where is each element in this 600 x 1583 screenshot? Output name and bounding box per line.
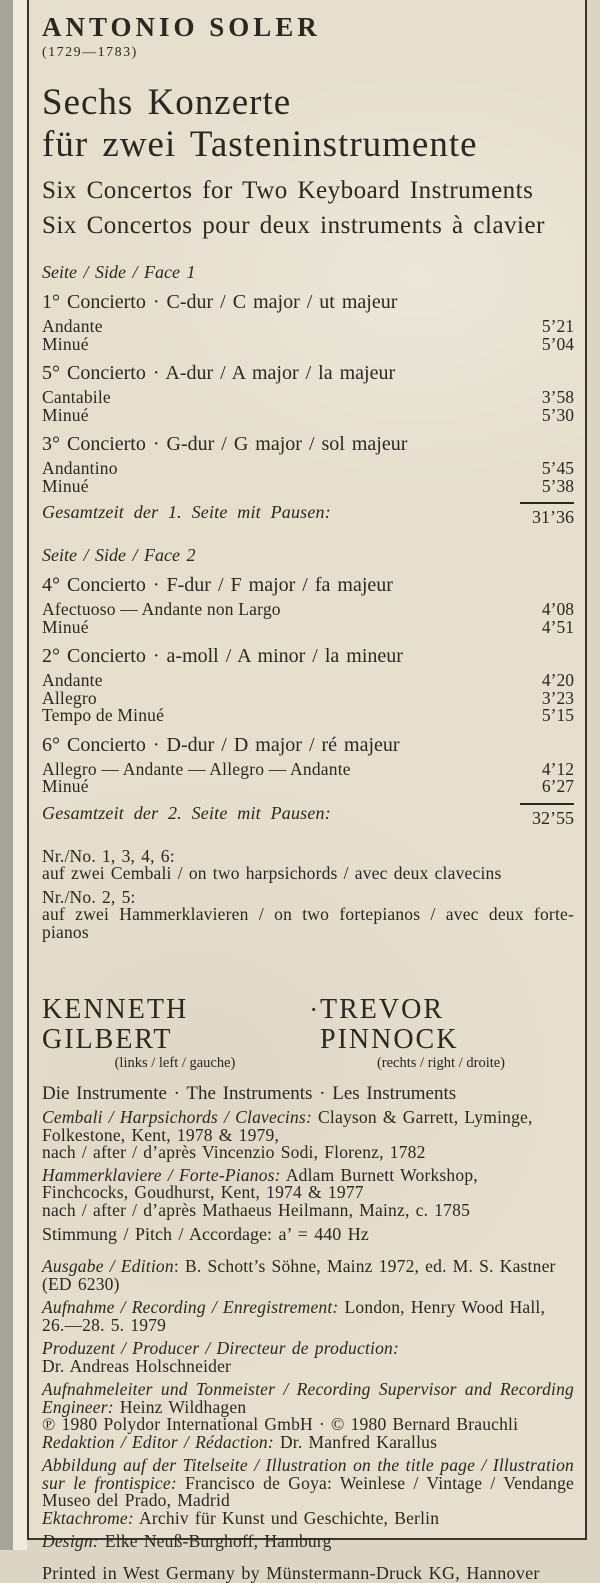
performer-position-2: (rechts / right / droite) (376, 1055, 506, 1071)
movement-row (42, 707, 574, 725)
movement-row (42, 616, 574, 637)
movement-time: 5’21 (541, 316, 574, 336)
album-title-de-line2: für zwei Tasteninstrumente (42, 124, 478, 165)
text-segment: Elke Neuß-Burghoff, Hamburg (98, 1531, 332, 1551)
movement-time: 4’20 (541, 670, 574, 690)
movement-row (42, 475, 574, 496)
movement-name: Allegro (42, 687, 97, 708)
movement-name: Minué (42, 776, 89, 796)
movement-name: Andante (42, 316, 103, 336)
credit-entry (42, 1431, 574, 1452)
credit-entry-line (42, 1533, 574, 1551)
label-italic: Design: (42, 1531, 99, 1551)
text-segment: Museo del Prado, Madrid (42, 1490, 230, 1510)
instrument-entry-line (42, 1144, 574, 1162)
instrumentation-note-line (42, 865, 574, 883)
movement-time: 4’51 (541, 616, 574, 637)
text-segment: Dr. Andreas Holschneider (42, 1355, 232, 1376)
instrument-entry (42, 1109, 574, 1162)
album-title-fr: Six Concertos pour deux instruments à clavier (42, 212, 545, 239)
text-segment: auf zwei Hammerklavieren / on two fortepianos / avec deux forte- (42, 904, 574, 924)
name-separator-dot: · (309, 995, 320, 1024)
instrument-entries (42, 1109, 574, 1219)
pitch-line: Stimmung / Pitch / Accordage: a’ = 440 Hz (42, 1224, 369, 1244)
text-segment: 26.—28. 5. 1979 (42, 1314, 167, 1335)
movement-row (42, 778, 574, 796)
label-italic: Aufnahme / Recording / Enregistrement: (42, 1297, 339, 1317)
text-segment: nach / after / d’après Mathaeus Heilmann, Mainz, c. 1785 (42, 1199, 471, 1220)
concerto-title: 2° Concierto · a-moll / A minor / la mineur (42, 645, 403, 667)
movement-time: 5’30 (541, 404, 574, 425)
credit-entry (42, 1381, 574, 1416)
text-segment: Folkestone, Kent, 1978 & 1979, (42, 1124, 280, 1145)
text-segment: pianos (42, 921, 89, 942)
cover-frame (27, 0, 587, 1583)
label-italic: Produzent / Producer / Directeur de production: (42, 1338, 399, 1358)
movement-name: Minué (42, 404, 89, 425)
label-italic: Redaktion / Editor / Rédaction: (42, 1431, 274, 1452)
concerto-entry (42, 433, 574, 495)
composer-dates: (1729—1783) (42, 45, 138, 60)
performer-name-1: KENNETH GILBERT (42, 994, 189, 1055)
text-segment: Nr./No. 2, 5: (42, 886, 136, 907)
movement-time: 5’45 (541, 458, 574, 478)
movement-list (42, 460, 574, 495)
movement-list (42, 389, 574, 424)
credit-entry (42, 1340, 574, 1375)
printed-line: Printed in West Germany by Münstermann-Druck KG, Hannover (42, 1562, 540, 1583)
movement-name: Minué (42, 475, 89, 496)
text-segment: Clayson & Garrett, Lyminge, (311, 1107, 533, 1127)
side-total-label: Gesamtzeit der 1. Seite mit Pausen: (42, 502, 331, 522)
text-segment: (ED 6230) (42, 1273, 120, 1294)
text-segment: Finchcocks, Goudhurst, Kent, 1974 & 1977 (42, 1182, 364, 1202)
concerto-entry (42, 291, 574, 353)
concerto-entry (42, 362, 574, 424)
concerto-title: 5° Concierto · A-dur / A major / la majeur (42, 362, 396, 384)
movement-time: 4’12 (541, 758, 574, 779)
movement-name: Andantino (42, 458, 118, 478)
text-segment: Francisco de Goya: Weinlese / Vintage / Vendange (176, 1472, 574, 1493)
movement-row (42, 672, 574, 690)
performer-name-2: TREVOR PINNOCK (320, 994, 459, 1055)
text-segment: Heinz Wildhagen (113, 1396, 247, 1417)
movement-list (42, 601, 574, 636)
instrumentation-note (42, 845, 574, 883)
scan-edge-strip (0, 0, 13, 1550)
text-segment: auf zwei Cembali / on two harpsichords / avec deux clavecins (42, 863, 502, 883)
movement-list (42, 672, 574, 725)
text-segment: Archiv für Kunst und Geschichte, Berlin (133, 1507, 440, 1528)
performer-position-1: (links / left / gauche) (114, 1055, 236, 1071)
movement-time: 3’58 (541, 387, 574, 407)
side-1 (42, 262, 574, 527)
text-segment: nach / after / d’après Vincenzio Sodi, Florenz, 1782 (42, 1142, 426, 1162)
movement-time: 6’27 (541, 776, 574, 796)
album-title-en: Six Concertos for Two Keyboard Instruments (42, 177, 534, 204)
cover-content (29, 0, 585, 1583)
concerto-title: 6° Concierto · D-dur / D major / ré majeur (42, 733, 400, 756)
label-italic: Hammerklaviere / Forte-Pianos: (42, 1164, 281, 1185)
text-segment: ℗ 1980 Polydor International GmbH · © 1980 Bernard Brauchli (42, 1414, 519, 1434)
credit-entry (42, 1507, 574, 1528)
side-2 (42, 545, 574, 828)
performer-positions (42, 1055, 574, 1071)
movement-name: Minué (42, 333, 89, 354)
movement-name: Cantabile (42, 387, 111, 407)
instrumentation-note-line (42, 906, 574, 924)
concerto-entry (42, 574, 574, 636)
movement-row (42, 333, 574, 354)
concerto-title: 1° Concierto · C-dur / C major / ut majeur (42, 291, 398, 313)
movement-name: Afectuoso — Andante non Largo (42, 599, 281, 619)
instrumentation-note-line (42, 921, 574, 942)
label-italic: sur le frontispice: (42, 1472, 177, 1493)
movement-row (42, 318, 574, 336)
credit-entry (42, 1258, 574, 1293)
movement-row (42, 758, 574, 779)
label-italic: Ektachrome: (42, 1507, 134, 1528)
album-title-de-line1: Sechs Konzerte (42, 82, 292, 123)
track-list (42, 262, 574, 828)
movement-time: 4’08 (541, 599, 574, 619)
movement-list (42, 318, 574, 353)
label-italic: Ausgabe / Edition (42, 1256, 174, 1276)
movement-row (42, 601, 574, 619)
composer-name: ANTONIO SOLER (42, 12, 321, 42)
text-segment: London, Henry Wood Hall, (338, 1297, 546, 1317)
movement-name: Tempo de Minué (42, 705, 165, 725)
performers-section (42, 995, 574, 1071)
instrumentation-notes (42, 845, 574, 942)
credit-entry-line (42, 1507, 574, 1528)
credit-entry-line (42, 1258, 574, 1276)
side-total (42, 803, 574, 828)
credit-entry-line (42, 1314, 574, 1335)
instruments-section (42, 1083, 574, 1244)
text-segment: Nr./No. 1, 3, 4, 6: (42, 845, 175, 866)
movement-list (42, 758, 574, 796)
movement-time: 5’04 (541, 333, 574, 354)
concerto-entry (42, 734, 574, 796)
movement-name: Minué (42, 616, 89, 637)
label-italic: Cembali / Harpsichords / Clavecins: (42, 1107, 312, 1127)
movement-name: Allegro — Andante — Allegro — Andante (42, 758, 351, 779)
label-italic: Aufnahmeleiter und Tonmeister / Recording Supervisor and Recording (42, 1379, 574, 1399)
side-total (42, 502, 574, 527)
side-label: Seite / Side / Face 1 (42, 262, 196, 282)
movement-time: 5’15 (541, 705, 574, 725)
side-total-time: 31’36 (520, 502, 574, 527)
movement-row (42, 389, 574, 407)
credit-entry-line (42, 1273, 574, 1294)
instrument-entry-line (42, 1199, 574, 1220)
movement-time: 3’23 (541, 687, 574, 708)
concerto-entry (42, 645, 574, 725)
text-segment: Adlam Burnett Workshop, (280, 1164, 478, 1185)
concerto-title: 4° Concierto · F-dur / F major / fa majeur (42, 574, 393, 596)
concerto-title: 3° Concierto · G-dur / G major / sol majeur (42, 433, 408, 455)
label-italic: Abbildung auf der Titelseite / Illustration on the title page / Illustration (42, 1455, 574, 1475)
credit-entry (42, 1457, 574, 1510)
movement-name: Andante (42, 670, 103, 690)
performer-names (42, 995, 574, 1055)
credits-section (42, 1258, 574, 1551)
movement-row (42, 404, 574, 425)
credit-entry-line (42, 1355, 574, 1376)
credit-entry-line (42, 1431, 574, 1452)
side-label: Seite / Side / Face 2 (42, 545, 196, 565)
instrumentation-note (42, 886, 574, 942)
scan-edge-highlight (13, 0, 27, 1550)
text-segment: Dr. Manfred Karallus (273, 1431, 438, 1452)
credit-entry (42, 1299, 574, 1334)
credit-entry (42, 1533, 574, 1551)
label-italic: Engineer: (42, 1396, 114, 1417)
movement-row (42, 460, 574, 478)
text-segment: : B. Schott’s Söhne, Mainz 1972, ed. M. S. Kastner (173, 1256, 556, 1276)
instruments-heading: Die Instrumente · The Instruments · Les Instruments (42, 1083, 457, 1104)
side-total-time: 32’55 (520, 803, 574, 828)
side-total-label: Gesamtzeit der 2. Seite mit Pausen: (42, 802, 331, 823)
movement-time: 5’38 (541, 475, 574, 496)
instrument-entry (42, 1164, 574, 1220)
